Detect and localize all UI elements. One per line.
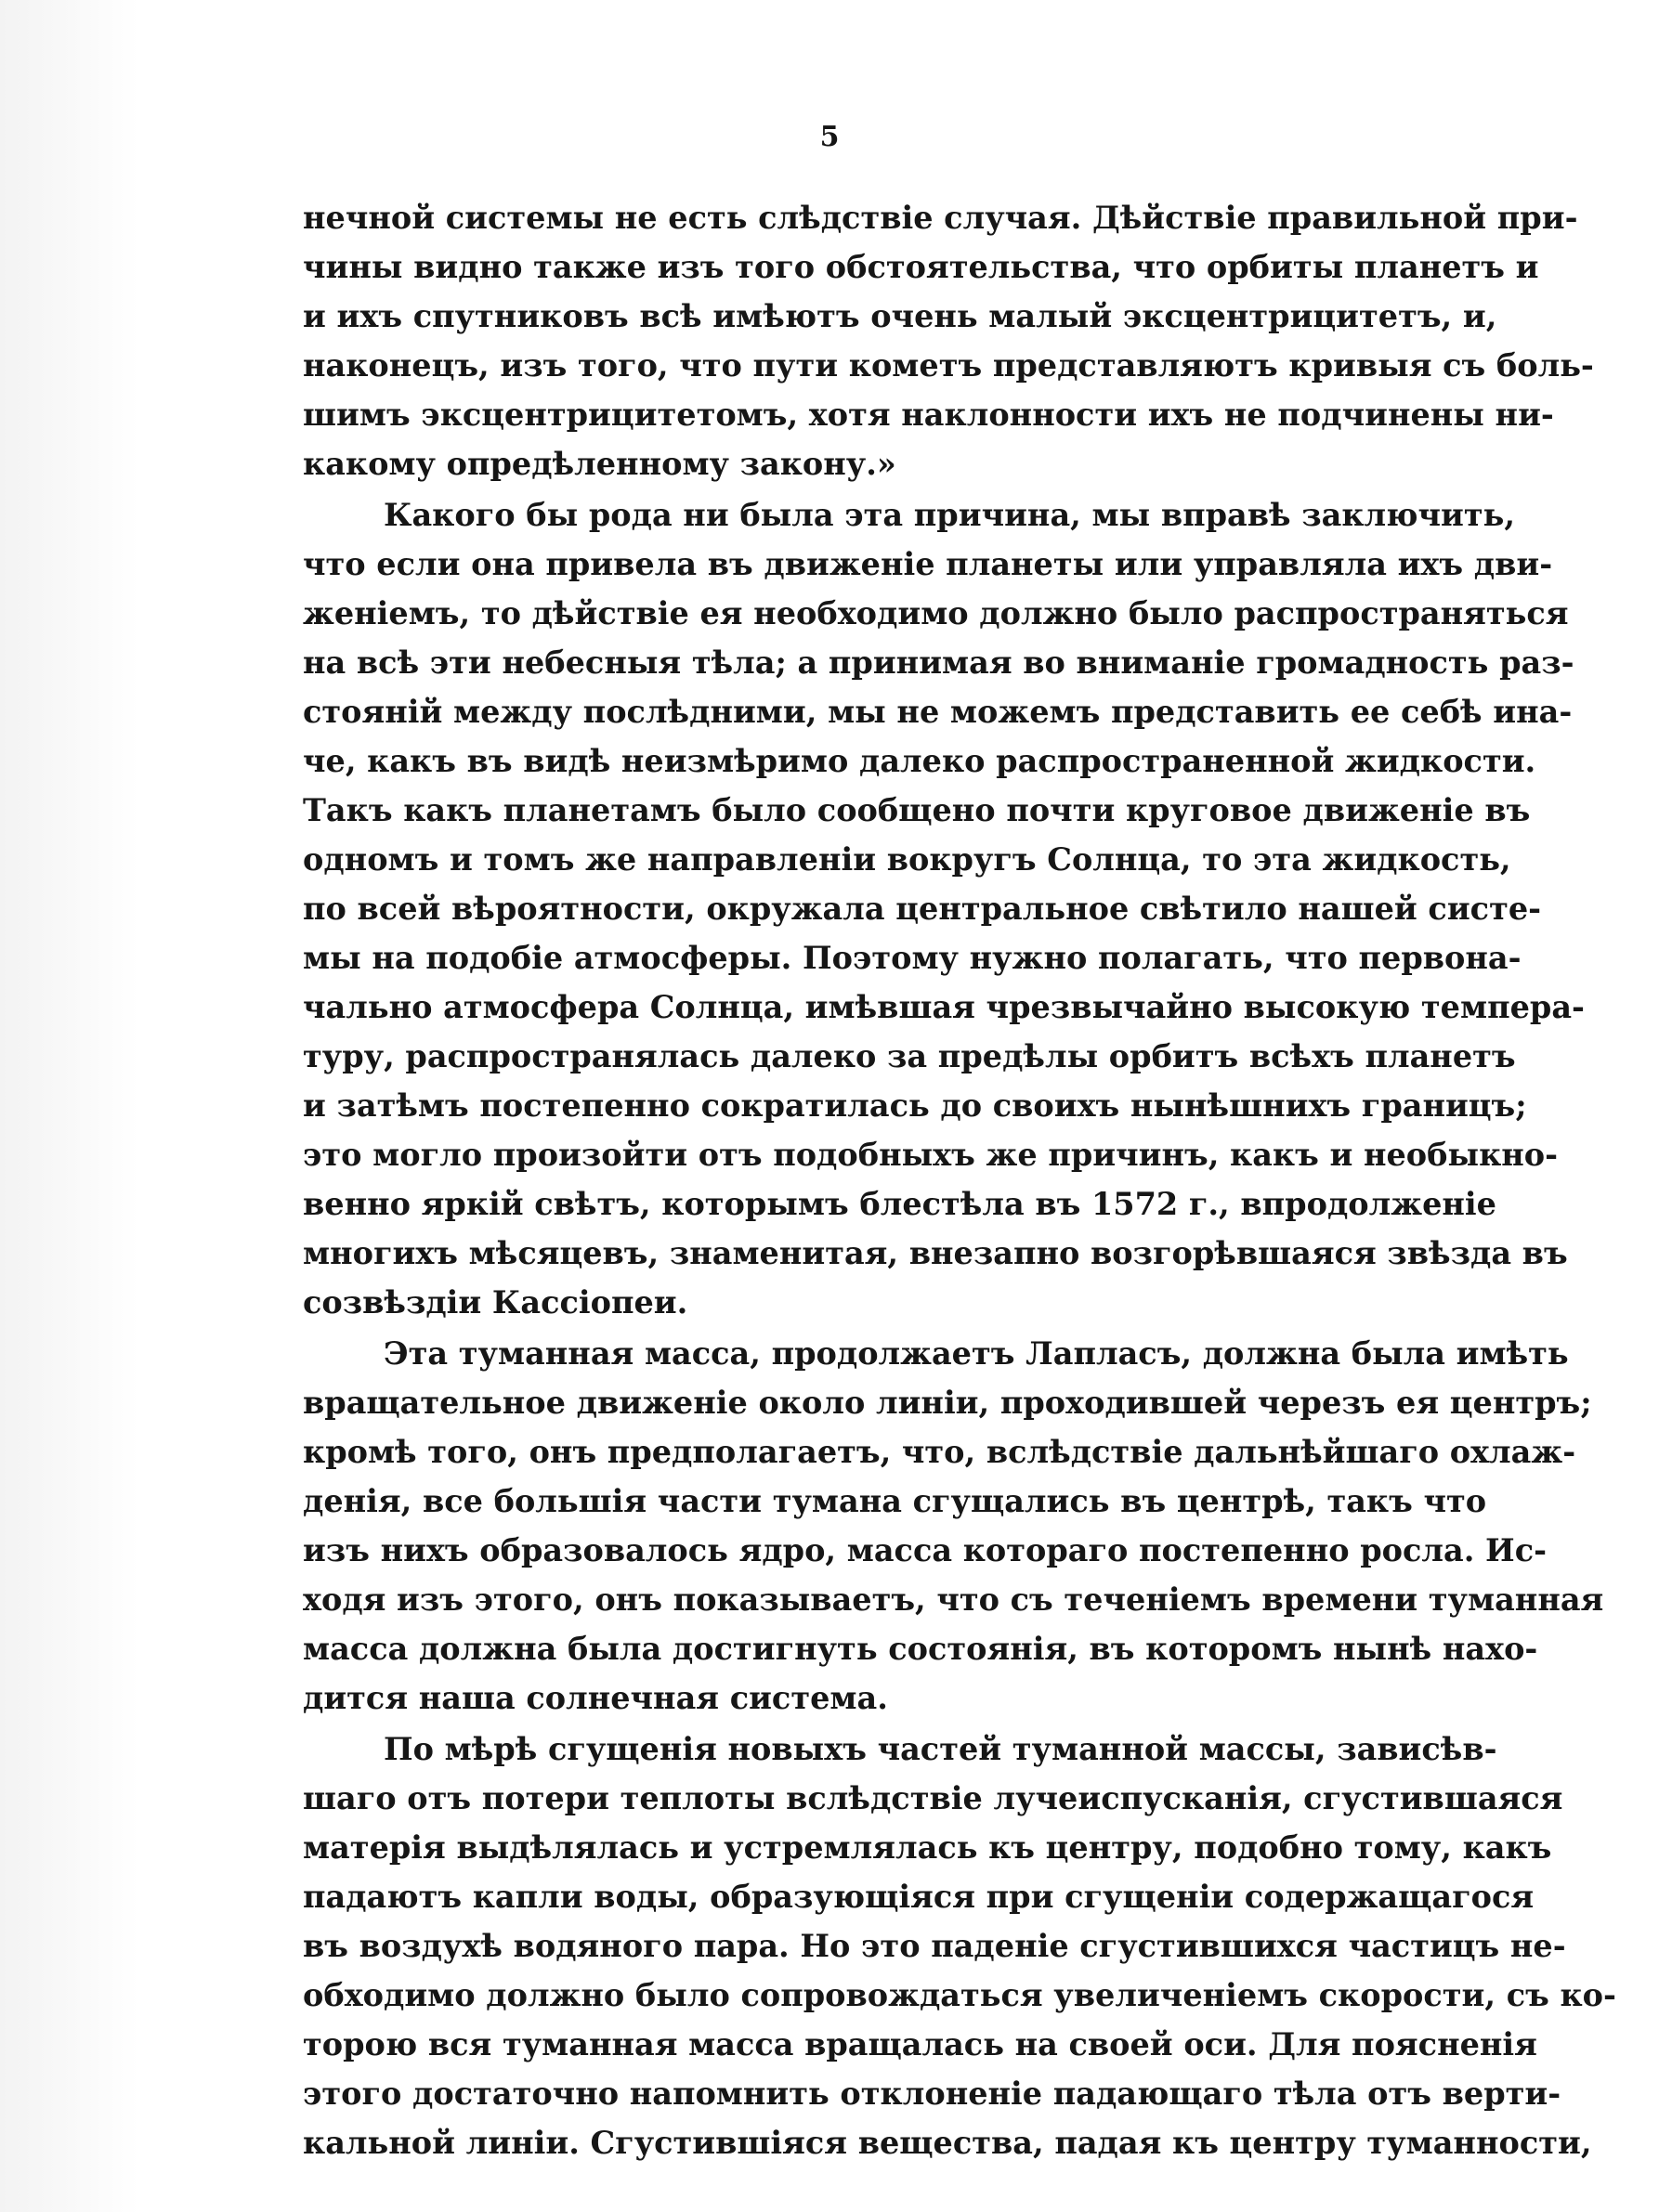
text-line: и ихъ спутниковъ всѣ имѣютъ очень малый эксцентрицитетъ, и, bbox=[303, 298, 1497, 334]
text-line: че, какъ въ видѣ неизмѣримо далеко распространенной жидкости. bbox=[303, 743, 1536, 779]
text-line: кромѣ того, онъ предполагаетъ, что, вслѣдствіе дальнѣйшаго охлаж- bbox=[303, 1434, 1576, 1470]
paragraph bbox=[303, 1724, 1616, 2167]
text-line: стояній между послѣдними, мы не можемъ представить ее себѣ ина- bbox=[303, 694, 1573, 730]
text-line: вращательное движеніе около линіи, проходившей черезъ ея центръ; bbox=[303, 1385, 1592, 1421]
text-line: Такъ какъ планетамъ было сообщено почти круговое движеніе въ bbox=[303, 792, 1531, 828]
page-number: 5 bbox=[819, 121, 840, 153]
text-line: что если она привела въ движеніе планеты или управляла ихъ дви- bbox=[303, 546, 1553, 582]
text-line: матерія выдѣлялась и устремлялась къ центру, подобно тому, какъ bbox=[303, 1829, 1552, 1866]
text-line: Какого бы рода ни была эта причина, мы вправѣ заключить, bbox=[384, 497, 1516, 533]
text-line: шаго отъ потери теплоты вслѣдствіе лучеиспусканія, сгустившаяся bbox=[303, 1780, 1563, 1816]
text-line: Эта туманная масса, продолжаетъ Лапласъ, должна была имѣть bbox=[384, 1335, 1569, 1372]
text-line: въ воздухѣ водяного пара. Но это паденіе сгустившихся частицъ не- bbox=[303, 1928, 1566, 1964]
text-line: ходя изъ этого, онъ показываетъ, что съ теченіемъ времени туманная bbox=[303, 1581, 1604, 1618]
text-line: По мѣрѣ сгущенія новыхъ частей туманной массы, зависѣв- bbox=[384, 1731, 1497, 1767]
text-line: мы на подобіе атмосферы. Поэтому нужно полагать, что первона- bbox=[303, 940, 1522, 976]
paragraph bbox=[303, 1329, 1604, 1723]
text-line: многихъ мѣсяцевъ, знаменитая, внезапно возгорѣвшаяся звѣзда въ bbox=[303, 1235, 1568, 1271]
scan-shadow-edge bbox=[0, 0, 139, 2212]
text-line: масса должна была достигнуть состоянія, въ которомъ нынѣ нахо- bbox=[303, 1631, 1538, 1667]
body-text bbox=[303, 193, 1616, 2167]
text-line: изъ нихъ образовалось ядро, масса котораго постепенно росла. Ис- bbox=[303, 1532, 1548, 1568]
text-line: чально атмосфера Солнца, имѣвшая чрезвычайно высокую темпера- bbox=[303, 989, 1585, 1025]
text-line: и затѣмъ постепенно сократилась до своихъ нынѣшнихъ границъ; bbox=[303, 1087, 1527, 1124]
text-line: созвѣздіи Кассіопеи. bbox=[303, 1284, 688, 1321]
text-line: венно яркій свѣтъ, которымъ блестѣла въ 1572 г., впродолженіе bbox=[303, 1186, 1496, 1222]
text-line: кальной линіи. Сгустившіяся вещества, падая къ центру туманности, bbox=[303, 2125, 1592, 2161]
text-line: на всѣ эти небесныя тѣла; а принимая во вниманіе громадность раз- bbox=[303, 644, 1574, 681]
text-line: женіемъ, то дѣйствіе ея необходимо должно было распространяться bbox=[303, 595, 1569, 631]
text-line: нечной системы не есть слѣдствіе случая. Дѣйствіе правильной при- bbox=[303, 200, 1578, 236]
text-line: торою вся туманная масса вращалась на своей оси. Для поясненія bbox=[303, 2026, 1537, 2062]
text-line: наконецъ, изъ того, что пути кометъ представляютъ кривыя съ боль- bbox=[303, 347, 1594, 384]
text-line: обходимо должно было сопровождаться увеличеніемъ скорости, съ ко- bbox=[303, 1977, 1616, 2013]
text-line: по всей вѣроятности, окружала центральное свѣтило нашей систе- bbox=[303, 891, 1542, 927]
paragraph bbox=[303, 193, 1594, 488]
text-line: чины видно также изъ того обстоятельства, что орбиты планетъ и bbox=[303, 249, 1539, 285]
text-line: какому опредѣленному закону.» bbox=[303, 446, 896, 482]
text-line: падаютъ капли воды, образующіяся при сгущеніи содержащагося bbox=[303, 1879, 1535, 1915]
text-line: это могло произойти отъ подобныхъ же причинъ, какъ и необыкно- bbox=[303, 1137, 1559, 1173]
text-line: шимъ эксцентрицитетомъ, хотя наклонности ихъ не подчинены ни- bbox=[303, 397, 1554, 433]
text-line: дится наша солнечная система. bbox=[303, 1680, 888, 1716]
paragraph bbox=[303, 490, 1585, 1327]
text-line: этого достаточно напомнить отклоненіе падающаго тѣла отъ верти- bbox=[303, 2075, 1561, 2112]
text-line: денія, все большія части тумана сгущались въ центрѣ, такъ что bbox=[303, 1483, 1487, 1519]
text-line: одномъ и томъ же направленіи вокругъ Солнца, то эта жидкость, bbox=[303, 841, 1511, 878]
text-line: туру, распространялась далеко за предѣлы орбитъ всѣхъ планетъ bbox=[303, 1038, 1516, 1074]
